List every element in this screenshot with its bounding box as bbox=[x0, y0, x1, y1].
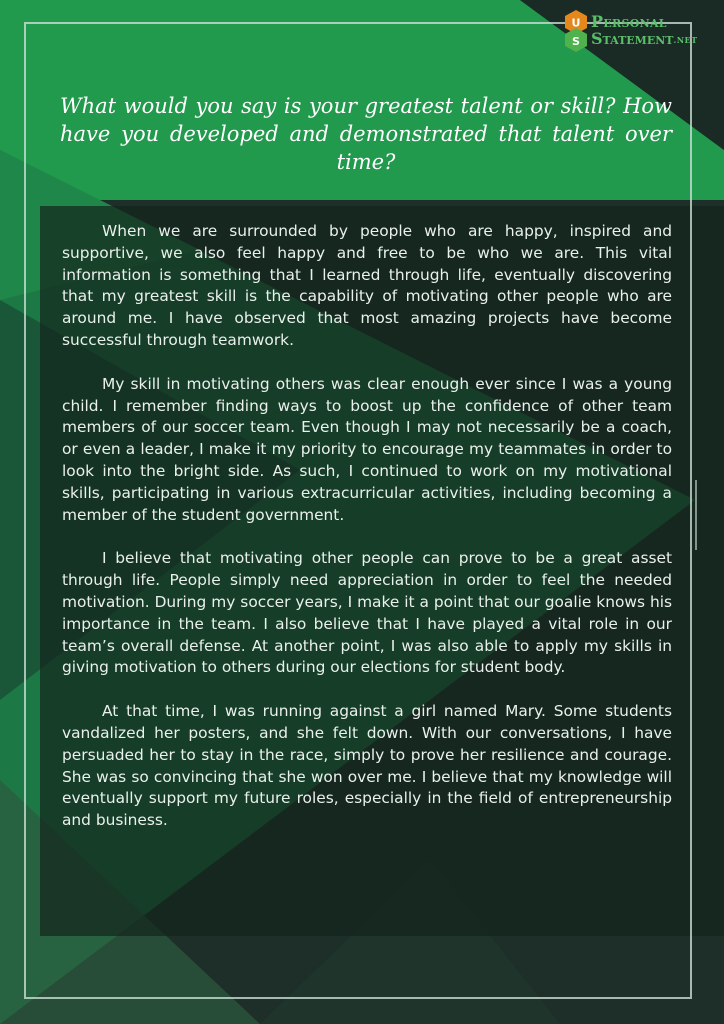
essay-paragraph-3: I believe that motivating other people can prove to be a great asset through life. People simply need appreciation in order to feel the needed motivation. During my soccer years, I make it a point that our goalie knows his importance in the team. I also believe that I have played a vital role in our team’s overall defense. At another point, I was also able to apply my skills in giving motivation to others during our elections for student body. bbox=[62, 549, 672, 677]
logo-word-statement bbox=[591, 29, 698, 48]
essay-paragraph-1: When we are surrounded by people who are happy, inspired and supportive, we also feel happy and free to be who we are. This vital information is something that I learned through life, eventually discovering that my greatest skill is the capability of motivating other people who are around me. I have observed that most amazing projects have become successful through teamwork. bbox=[62, 222, 672, 349]
badge-letter-s: S bbox=[572, 35, 580, 48]
essay-body bbox=[62, 221, 672, 854]
badge-letter-u: U bbox=[571, 16, 581, 30]
essay-paragraph-2: My skill in motivating others was clear enough ever since I was a young child. I remember finding ways to boost up the confidence of other team members of our soccer team. Even though I may not necessarily be a coach, or even a leader, I make it my priority to encourage my teammates in order to look into the bright side. As such, I continued to work on my motivational skills, participating in various extracurricular activities, including becoming a member of the student government. bbox=[62, 374, 672, 524]
logo-tld: .NET bbox=[673, 35, 698, 45]
site-logo[interactable] bbox=[562, 8, 722, 54]
u-s-badge-icon bbox=[562, 8, 590, 52]
essay-paragraph-4: At that time, I was running against a girl named Mary. Some students vandalized her posters, and she felt down. With our conversations, I have persuaded her to stay in the race, simply to prove her resilience and courage. She was so convincing that she won over me. I believe that my knowledge will eventually support my future roles, especially in the field of entrepreneurship and business. bbox=[62, 702, 672, 830]
essay-prompt-title: What would you say is your greatest talent or skill? How have you developed and demonstrated that talent over time? bbox=[60, 94, 672, 174]
logo-word-personal: Personal bbox=[591, 12, 667, 31]
side-accent-line bbox=[695, 480, 697, 550]
logo-word-statement-text: Statement bbox=[591, 29, 674, 48]
